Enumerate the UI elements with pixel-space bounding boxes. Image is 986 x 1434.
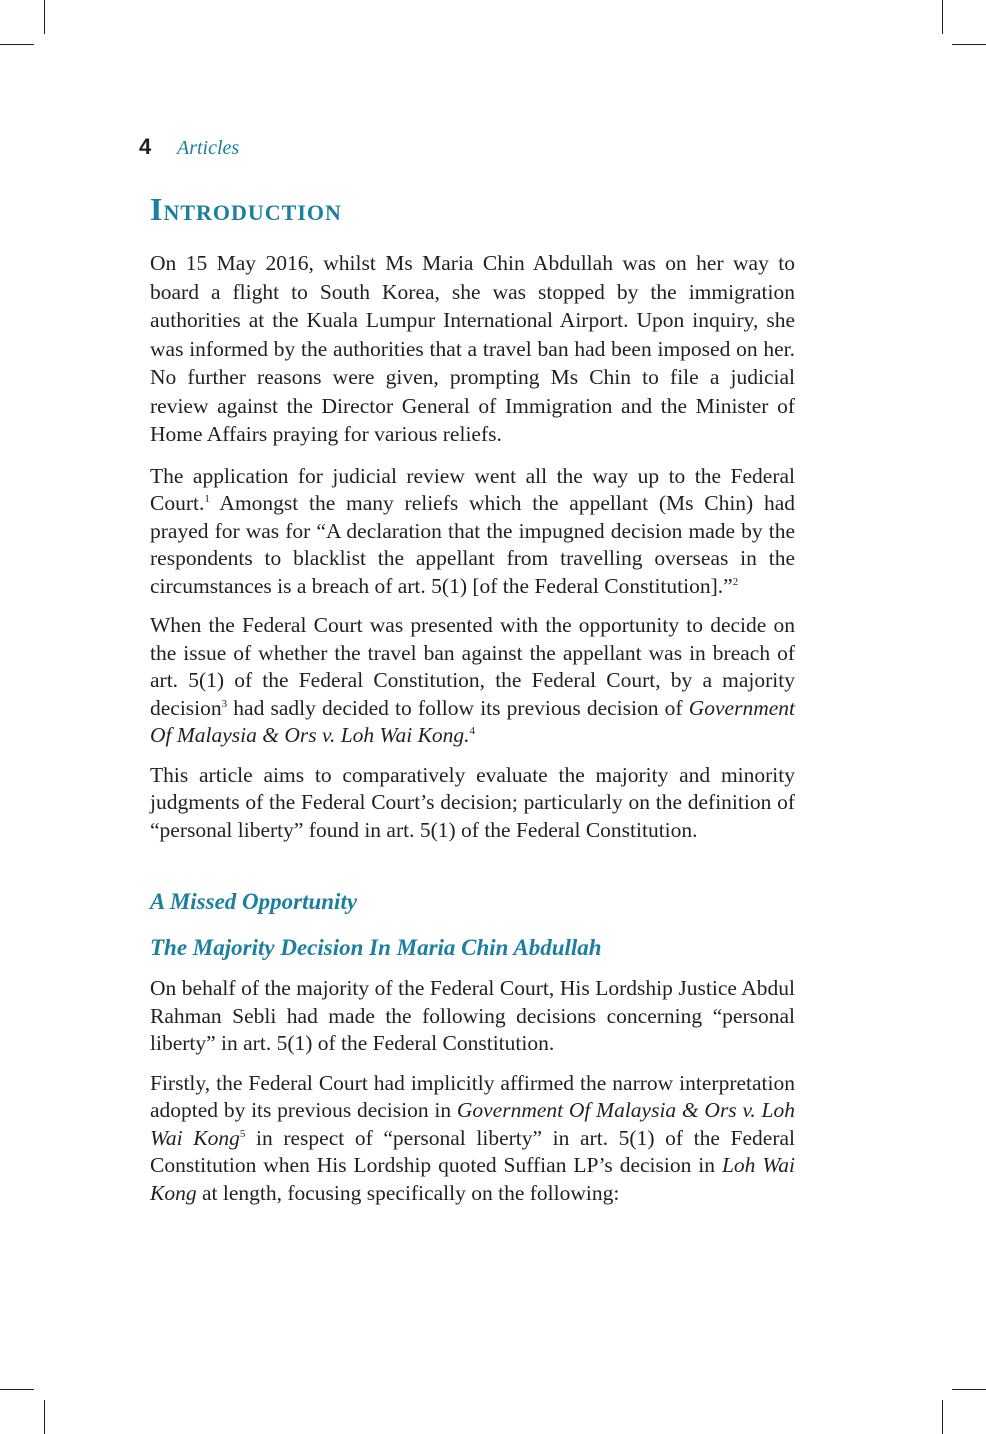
footnote-ref-2[interactable]: 2 [732,575,739,588]
text-run: Amongst the many reliefs which the appellant (Ms Chin) had prayed for was for “A declaration that the impugned decision made by the respondents to blacklist the appellant from travelling overseas in the circumstances is a breach of art. 5(1) [of the Federal Constitution].” [150,491,795,598]
crop-mark-bottom-left [44,1400,45,1434]
crop-mark-top-left [44,0,45,34]
crop-mark-top-right [942,0,943,34]
case-citation-short: Loh Wai Kong [150,1153,795,1205]
subsection-heading: The Majority Decision In Maria Chin Abdullah [150,934,602,960]
intro-paragraph-4: This article aims to comparatively evaluate the majority and minority judgments of the Federal Court’s decision; particularly on the definition of “personal liberty” found in art. 5(1) of the Federal Constitution. [150,762,795,842]
text-run: The application for judicial review went all the way up to the Federal Court. [150,463,795,516]
text-run: in respect of “personal liberty” in art. 5(1) of the Federal Constitution when His Lordship quoted Suffian LP’s decision in [150,1125,795,1178]
text-run: at length, focusing specifically on the following: [196,1180,620,1205]
text-run: Firstly, the Federal Court had implicitly affirmed the narrow interpretation adopted by its previous decision in [150,1070,795,1123]
article-body [150,192,795,1219]
crop-mark-bottom-left-h [0,1389,34,1390]
case-citation: Government Of Malaysia & Ors v. Loh Wai Kong [150,1098,795,1150]
majority-paragraph-1: On behalf of the majority of the Federal Court, His Lordship Justice Abdul Rahman Sebli had made the following decisions concerning “personal liberty” in art. 5(1) of the Federal Constitution. [150,976,795,1056]
case-citation: Government Of Malaysia & Ors v. Loh Wai Kong. [150,695,795,748]
running-section-title: Articles [177,137,240,159]
intro-paragraph-1: On 15 May 2016, whilst Ms Maria Chin Abdullah was on her way to board a flight to South Korea, she was stopped by the immigration authorities at the Kuala Lumpur International Airport. Upon inquiry, she was informed by the authorities that a travel ban had been imposed on her. No further reasons were given, prompting Ms Chin to file a judicial review against the Director General of Immigration and the Minister of Home Affairs praying for various reliefs. [150,251,795,447]
text-run: When the Federal Court was presented with the opportunity to decide on the issue of whether the travel ban against the appellant was in breach of art. 5(1) of the Federal Constitution, the Federal Court, by a majority decision [150,613,795,720]
crop-mark-top-left-h [0,44,34,45]
footnote-ref-5[interactable]: 5 [239,1127,246,1140]
footnote-ref-1[interactable]: 1 [204,493,210,506]
intro-paragraph-3 [150,612,795,750]
majority-paragraph-2 [150,1070,795,1208]
introduction-heading: Introduction [150,191,342,227]
intro-paragraph-2 [150,463,795,601]
footnote-ref-3[interactable]: 3 [221,697,228,710]
crop-mark-top-right-h [952,44,986,45]
page-number: 4 [139,134,152,159]
running-head [139,134,239,164]
section-heading: A Missed Opportunity [150,889,358,915]
crop-mark-bottom-right [942,1400,943,1434]
footnote-ref-4[interactable]: 4 [469,725,476,738]
crop-mark-bottom-right-h [952,1389,986,1390]
text-run: had sadly decided to follow its previous decision of [227,695,689,720]
